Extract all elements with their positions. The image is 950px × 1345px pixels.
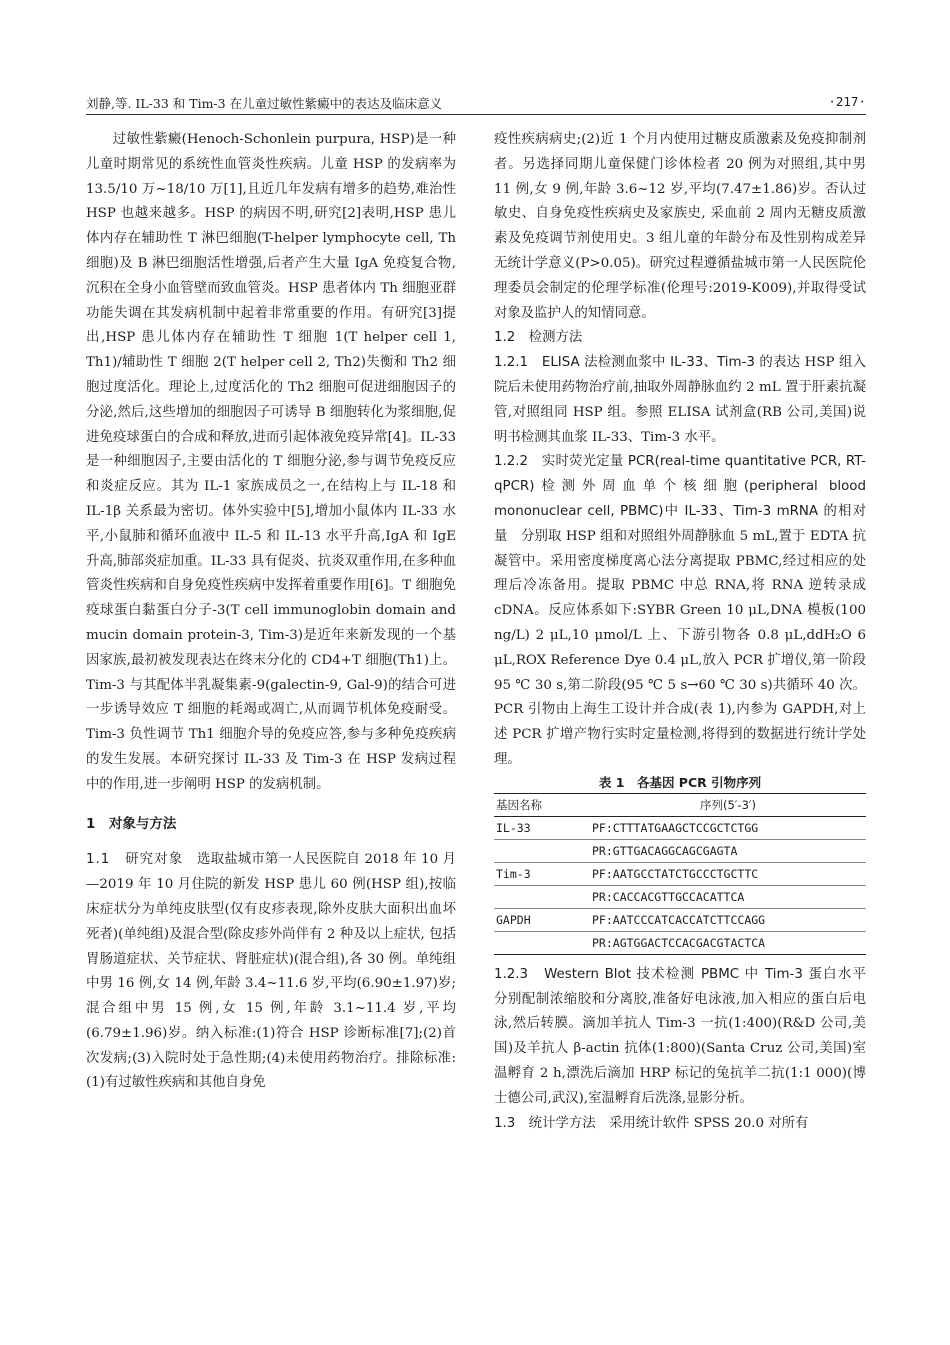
western-blot-paragraph [494,963,866,1112]
sequence-cell: PF:AATGCCTATCTGCCCTGCTTC [590,862,866,885]
page-number: ·217· [828,94,866,109]
table-row [494,816,866,839]
section-heading-methods: 1 对象与方法 [86,815,177,832]
table-row [494,908,866,931]
gene-cell: GAPDH [494,908,590,931]
subsection-label-1-2-2: 1.2.2 实时荧光定量 PCR(real-time quantitative PCR, RT-qPCR)检测外周血单个核细胞(peripheral blood mononuclear cell, PBMC)中 IL-33、Tim-3 mRNA 的相对量 [494,454,866,544]
table-header-row [494,793,866,816]
primer-table [494,793,866,955]
table-row [494,839,866,862]
subsection-label-1-1: 1.1 研究对象 [86,852,184,868]
header-citation: 刘静,等. IL-33 和 Tim-3 在儿童过敏性紫癜中的表达及临床意义 [86,96,443,111]
subject-continuation: 疫性疾病病史;(2)近 1 个月内使用过糖皮质激素及免疫抑制剂者。另选择同期儿童保健门诊体检者 20 例为对照组,其中男 11 例,女 9 例,年龄 3.6~12 岁,平均(7.47±1.86)岁。否认过敏史、自身免疫性疾病史及家族史, 采血前 2 周内无糖皮质激素及免疫调节剂使用史。3 组儿童的年龄分布及性别构成差异无统计学意义(P>0.05)。研究过程遵循盐城市第一人民医院伦理委员会制定的伦理学标准(伦理号:2019-K009),并取得受试对象及监护人的知情同意。 [494,132,866,321]
sequence-cell: PR:AGTGGACTCCACGACGTACTCA [590,931,866,954]
sequence-cell: PF:CTTTATGAAGCTCCGCTCTGG [590,816,866,839]
pcr-paragraph [494,450,866,772]
subsection-label-1-3: 1.3 统计学方法 [494,1115,596,1131]
sequence-cell: PR:GTTGACAGGCAGCGAGTA [590,839,866,862]
gene-cell: IL-33 [494,816,590,839]
gene-cell [494,885,590,908]
gene-cell: Tim-3 [494,862,590,885]
pcr-text: 分别取 HSP 组和对照组外周静脉血 5 mL,置于 EDTA 抗凝管中。采用密度梯度离心法分离提取 PBMC,经过相应的处理后冷冻备用。提取 PBMC 中总 RNA,将 RNA 逆转录成 cDNA。反应体系如下:SYBR Green 10 μL,DNA 模板(100 ng/L) 2 μL,10 μmol/L 上、下游引物各 0.8 μL,ddH₂O 6 μL,ROX Reference Dye 0.4 μL,放入 PCR 扩增仪,第一阶段 95 ℃ 30 s,第二阶段(95 ℃ 5 s→60 ℃ 30 s)共循环 40 次。PCR 引物由上海生工设计并合成(表 1),内参为 GAPDH,对上述 PCR 扩增产物行实时定量检测,将得到的数据进行统计学处理。 [494,528,867,767]
subsection-heading-1-2: 1.2 检测方法 [494,330,583,346]
right-column [494,128,866,1136]
statistics-text: 采用统计软件 SPSS 20.0 对所有 [609,1115,809,1131]
table-header-gene: 基因名称 [494,793,590,816]
table-caption: 表 1 各基因 PCR 引物序列 [598,774,762,790]
subsection-label-1-2-3: 1.2.3 Western Blot 技术检测 PBMC 中 Tim-3 蛋白水平 [494,966,866,982]
running-header [86,92,866,115]
sequence-cell: PR:CACCACGTTGCCACATTCA [590,885,866,908]
left-column [86,128,456,1096]
gene-cell [494,839,590,862]
table-row [494,885,866,908]
subject-text: 选取盐城市第一人民医院自 2018 年 10 月—2019 年 10 月住院的新发 HSP 患儿 60 例(HSP 组),按临床症状分为单纯皮肤型(仅有皮疹表现,除外皮肤大面积出血坏死者)(单纯组)及混合型(除皮疹外尚伴有 2 种及以上症状, 包括胃肠道症状、关节症状、肾脏症状)(混合组),各 30 例。单纯组中男 16 例,女 14 例,年龄 3.4~11.6 岁,平均(6.90±1.97)岁;混合组中男 15 例,女 15 例,年龄 3.1~11.4 岁,平均(6.79±1.96)岁。纳入标准:(1)符合 HSP 诊断标准[7];(2)首次发病;(3)入院时处于急性期;(4)未使用药物治疗。排除标准:(1)有过敏性疾病和其他自身免 [86,852,456,1091]
subject-paragraph [86,848,456,1096]
statistics-paragraph [494,1112,866,1137]
table-row [494,931,866,954]
table-header-sequence: 序列(5′-3′) [590,793,866,816]
intro-paragraph: 过敏性紫癜(Henoch-Schonlein purpura, HSP)是一种儿童时期常见的系统性血管炎性疾病。儿童 HSP 的发病率为 13.5/10 万~18/10 万[1],且近几年发病有增多的趋势,难治性 HSP 也越来越多。HSP 的病因不明,研究[2]表明,HSP 患儿体内存在辅助性 T 淋巴细胞(T-helper lymphocyte cell, Th 细胞)及 B 淋巴细胞活性增强,后者产生大量 IgA 免疫复合物,沉积在全身小血管壁而致血管炎。HSP 患者体内 Th 细胞亚群功能失调在其发病机制中起着非常重要的作用。有研究[3]提出,HSP 患儿体内存在辅助性 T 细胞 1(T helper cell 1, Th1)/辅助性 T 细胞 2(T helper cell 2, Th2)失衡和 Th2 细胞过度活化。理论上,过度活化的 Th2 细胞可促进细胞因子的分泌,然后,这些增加的细胞因子可诱导 B 细胞转化为浆细胞,促进免疫球蛋白的合成和释放,进而引起体液免疫异常[4]。IL-33 是一种细胞因子,主要由活化的 T 细胞分泌,参与调节免疫反应和炎症反应。其为 IL-1 家族成员之一,在结构上与 IL-18 和 IL-1β 关系最为密切。体外实验中[5],增加小鼠体内 IL-33 水平,小鼠肺和循环血液中 IL-5 和 IL-13 水平升高,IgA 和 IgE 升高,肺部炎症加重。IL-33 具有促炎、抗炎双重作用,在多种血管炎性疾病和自身免疫性疾病中发挥着重要作用[6]。T 细胞免疫球蛋白黏蛋白分子-3(T cell immunoglobin domain and mucin domain protein-3, Tim-3)是近年来新发现的一个基因家族,最初被发现表达在终末分化的 CD4+T 细胞(Th1)上。Tim-3 与其配体半乳凝集素-9(galectin-9, Gal-9)的结合可进一步诱导效应 T 细胞的耗竭或凋亡,从而调节机体免疫耐受。Tim-3 负性调节 Th1 细胞介导的免疫应答,参与多种免疫疾病的发生发展。本研究探讨 IL-33 及 Tim-3 在 HSP 发病过程中的作用,进一步阐明 HSP 的发病机制。 [86,132,456,792]
western-blot-text: 分别配制浓缩胶和分离胶,准备好电泳液,加入相应的蛋白后电泳,然后转膜。滴加羊抗人 Tim-3 一抗(1:400)(R&D 公司,美国)及羊抗人 β-actin 抗体(1:800)(Santa Cruz 公司,美国)室温孵育 2 h,漂洗后滴加 HRP 标记的兔抗羊二抗(1:1 000)(博士德公司,武汉),室温孵育后洗涤,显影分析。 [494,991,866,1106]
gene-cell [494,931,590,954]
table-row [494,862,866,885]
sequence-cell: PF:AATCCCATCACCATCTTCCAGG [590,908,866,931]
subsection-label-1-2-1: 1.2.1 ELISA 法检测血浆中 IL-33、Tim-3 的表达 [494,355,801,371]
elisa-text: HSP 组入院后未使用药物治疗前,抽取外周静脉血约 2 mL 置于肝素抗凝管,对照组同 HSP 组。参照 ELISA 试剂盒(RB 公司,美国)说明书检测其血浆 IL-33、Tim-3 水平。 [494,355,866,445]
elisa-paragraph [494,351,866,450]
